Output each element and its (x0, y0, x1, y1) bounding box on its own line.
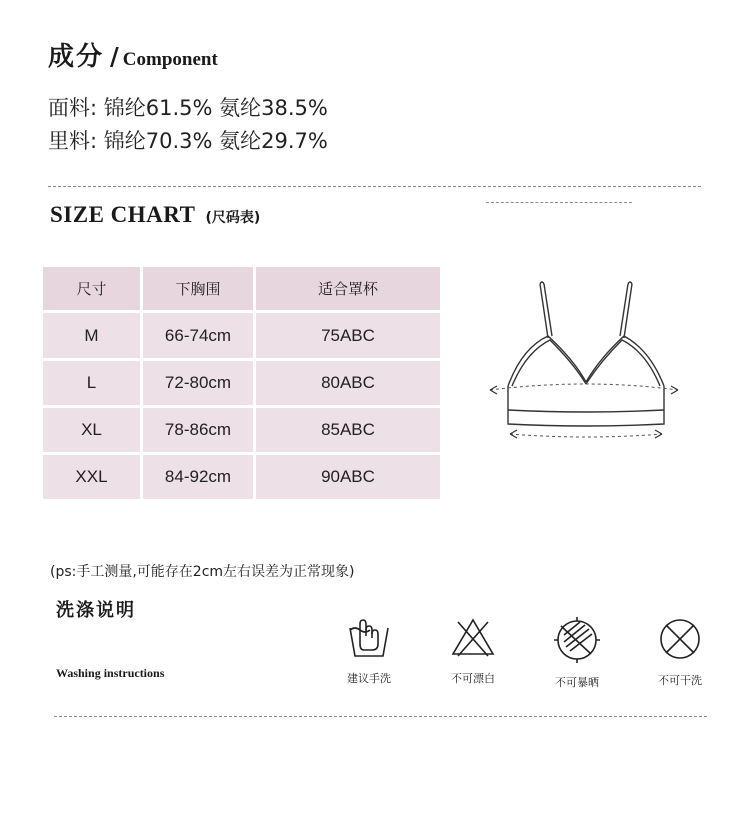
composition-title (48, 36, 218, 73)
cell-size: XL (43, 408, 140, 452)
no-tumble-dry-label: 不可干洗 (658, 674, 702, 687)
washing-title-cn: 洗涤说明 (56, 600, 136, 621)
lining-fabric-label: 里料: (48, 129, 98, 153)
hand-wash-icon (346, 616, 392, 660)
outer-fabric-line (48, 92, 328, 122)
table-row (43, 361, 440, 405)
size-table (43, 267, 440, 499)
lining-fabric-line (48, 125, 328, 155)
table-row (43, 455, 440, 499)
no-sun-dry-label: 不可暴晒 (555, 676, 599, 689)
outer-fabric-text: 锦纶61.5% 氨纶38.5% (103, 96, 328, 120)
care-no-sun-dry (537, 616, 617, 690)
composition-title-cn: 成分 (48, 42, 105, 72)
cell-size: XXL (43, 455, 140, 499)
bra-measurement-diagram (482, 278, 682, 444)
section-divider-short (486, 202, 632, 203)
size-chart-title-cn: (尺码表) (205, 210, 261, 226)
care-no-dry-clean (640, 616, 720, 688)
section-divider-bottom (54, 716, 707, 717)
cell-underbust: 84-92cm (143, 455, 253, 499)
care-no-bleach (433, 616, 513, 686)
title-separator: / (110, 42, 119, 71)
table-header-row (43, 267, 440, 310)
size-chart-title (50, 202, 260, 228)
no-tumble-dry-icon (657, 616, 703, 662)
header-size: 尺寸 (43, 267, 140, 310)
no-bleach-label: 不可漂白 (451, 672, 495, 685)
header-underbust: 下胸围 (143, 267, 253, 310)
hand-wash-label: 建议手洗 (347, 672, 391, 685)
outer-fabric-label: 面料: (48, 96, 98, 120)
table-row (43, 313, 440, 358)
no-sun-dry-icon (552, 616, 602, 664)
section-divider-top (48, 186, 701, 187)
washing-title-en: Washing instructions (56, 666, 165, 680)
composition-title-en: Component (122, 49, 218, 70)
bust-measurement-arrow (490, 384, 678, 394)
no-bleach-icon (450, 616, 496, 660)
cell-size: M (43, 313, 140, 358)
cell-underbust: 66-74cm (143, 313, 253, 358)
cell-cup: 85ABC (256, 408, 440, 452)
underbust-measurement-arrow (510, 430, 662, 438)
size-chart-title-en: SIZE CHART (50, 202, 196, 227)
cell-underbust: 78-86cm (143, 408, 253, 452)
measurement-note: (ps:手工测量,可能存在2cm左右误差为正常现象) (50, 564, 355, 580)
care-hand-wash (329, 616, 409, 686)
lining-fabric-text: 锦纶70.3% 氨纶29.7% (103, 129, 328, 153)
header-cup: 适合罩杯 (256, 267, 440, 310)
cell-cup: 90ABC (256, 455, 440, 499)
cell-cup: 75ABC (256, 313, 440, 358)
table-row (43, 408, 440, 452)
cell-cup: 80ABC (256, 361, 440, 405)
cell-size: L (43, 361, 140, 405)
cell-underbust: 72-80cm (143, 361, 253, 405)
